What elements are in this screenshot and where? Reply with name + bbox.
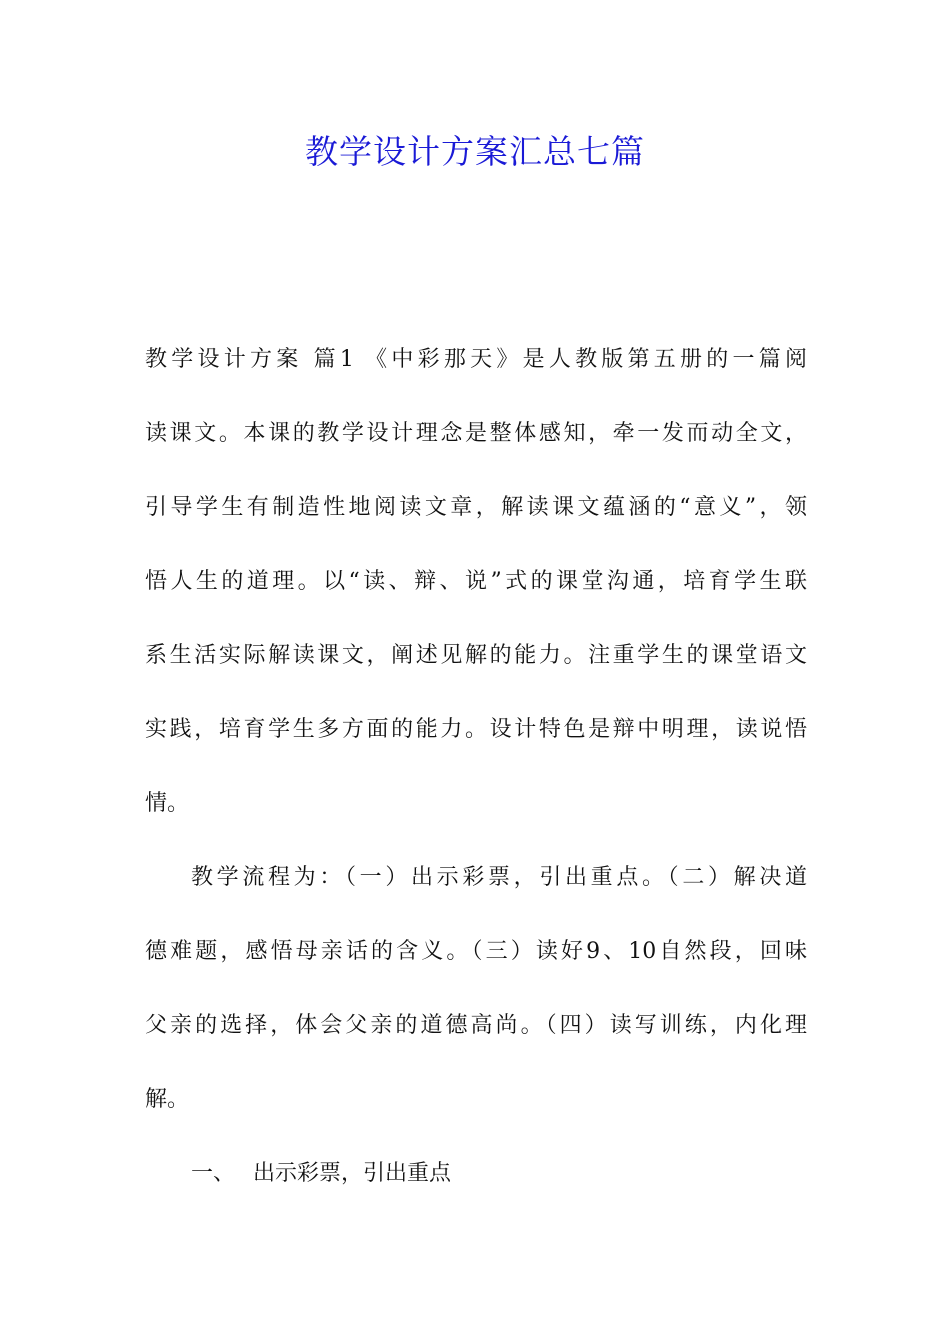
document-body: [145, 338, 807, 1226]
paragraph-line: 悟人生的道理。以“读、辩、说”式的课堂沟通，培育学生联: [145, 569, 807, 594]
paragraph-1: [145, 338, 807, 856]
document-title: 教学设计方案汇总七篇: [305, 132, 645, 171]
paragraph-line: 教学设计方案 篇1 《中彩那天》是人教版第五册的一篇阅: [145, 347, 807, 372]
paragraph-line: 德难题，感悟母亲话的含义。（三）读好9、10自然段，回味: [145, 939, 807, 964]
paragraph-line: 教学流程为：（一）出示彩票，引出重点。（二）解决道: [191, 865, 807, 890]
paragraph-line: 实践，培育学生多方面的能力。设计特色是辩中明理，读说悟: [145, 717, 807, 742]
paragraph-line: 解。: [145, 1087, 190, 1112]
paragraph-line: 系生活实际解读课文，阐述见解的能力。注重学生的课堂语文: [145, 643, 807, 668]
outline-number: 一、: [191, 1161, 236, 1186]
paragraph-line: 读课文。本课的教学设计理念是整体感知，牵一发而动全文，: [145, 421, 807, 446]
paragraph-line: 引导学生有制造性地阅读文章，解读课文蕴涵的“意义”，领: [145, 495, 807, 520]
paragraph-line: 情。: [145, 791, 190, 816]
paragraph-2: [145, 856, 807, 1152]
outline-heading: [145, 1152, 807, 1226]
paragraph-line: 父亲的选择，体会父亲的道德高尚。（四）读写训练，内化理: [145, 1013, 807, 1038]
outline-text: 出示彩票，引出重点: [253, 1161, 452, 1186]
